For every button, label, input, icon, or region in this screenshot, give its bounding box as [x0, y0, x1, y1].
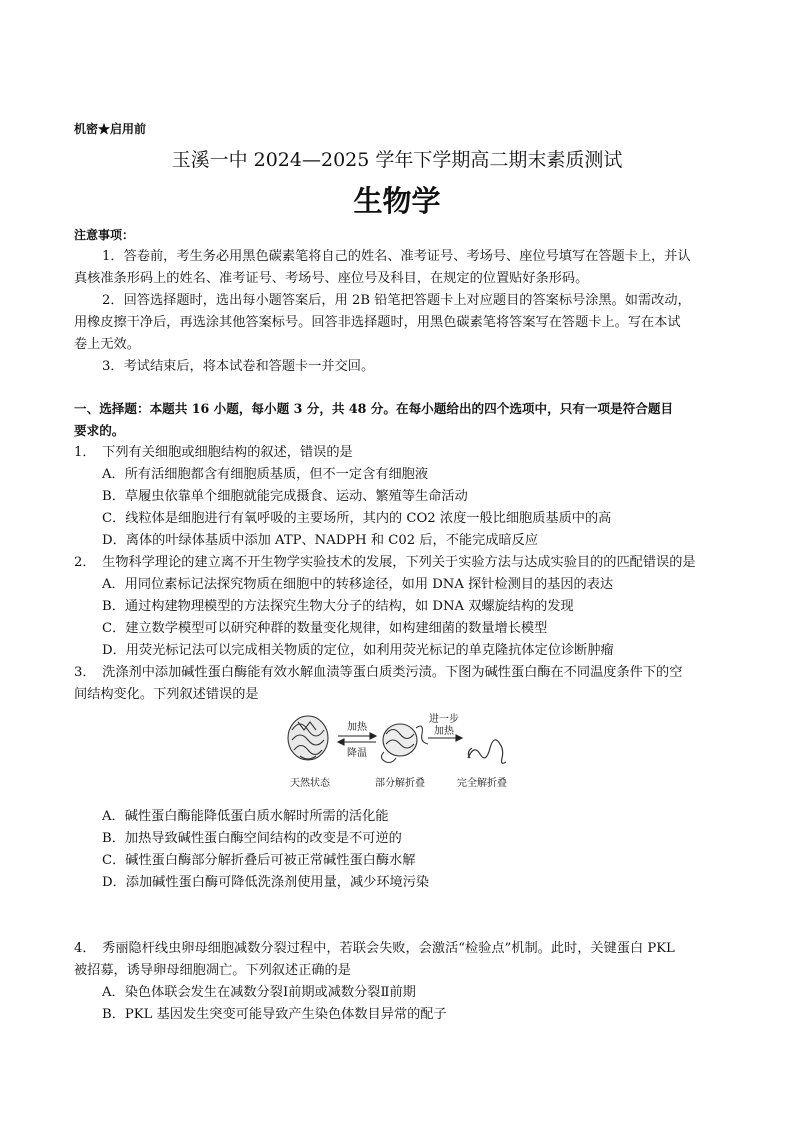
question-stem: 2． 生物科学理论的建立离不开生物学实验技术的发展，下列关于实验方法与达成实验目的的匹配错误的是: [74, 555, 696, 570]
question-option: B．草履虫依靠单个细胞就能完成摄食、运动、繁殖等生命活动: [102, 489, 468, 504]
question-option: D．添加碱性蛋白酶可降低洗涤剂使用量，减少环境污染: [102, 875, 430, 890]
full-unfold-label: 完全解折叠: [457, 778, 507, 789]
arrow1-bottom-label: 降温: [347, 748, 367, 759]
native-state-label: 天然状态: [290, 778, 330, 789]
question-option: A．碱性蛋白酶能降低蛋白质水解时所需的活化能: [102, 809, 389, 824]
question-option: D．用荧光标记法可以完成相关物质的定位，如利用荧光标记的单克隆抗体定位诊断肿瘤: [102, 643, 614, 658]
question-stem: 被招募，诱导卵母细胞凋亡。下列叙述正确的是: [74, 963, 351, 978]
question-option: B．PKL 基因发生突变可能导致产生染色体数目异常的配子: [102, 1007, 447, 1022]
question-option: D．离体的叶绿体基质中添加 ATP、NADPH 和 C02 后，不能完成暗反应: [102, 533, 539, 548]
arrow2-top-label: 进一步: [429, 714, 459, 725]
notice-line: 2．回答选择题时，选出每小题答案后，用 2B 铅笔把答题卡上对应题目的答案标号涂黑。如需改动，: [102, 293, 691, 308]
question-option: C．碱性蛋白酶部分解折叠后可被正常碱性蛋白酶水解: [102, 853, 416, 868]
heat-cool-arrow: [338, 733, 376, 745]
arrow1-top-label: 加热: [347, 722, 367, 733]
question-option: C．线粒体是细胞进行有氧呼吸的主要场所，其内的 CO2 浓度一般比细胞质基质中的高: [102, 511, 612, 526]
school-exam-title: 玉溪一中 2024—2025 学年下学期高二期末素质测试: [171, 149, 623, 171]
native-protein-icon: [288, 716, 328, 760]
fully-unfolded-protein-icon: [468, 740, 506, 764]
notice-line: 卷上无效。: [74, 337, 140, 352]
partially-unfolded-protein-icon: [381, 724, 428, 763]
protein-unfolding-figure: [278, 708, 510, 794]
subject-title: 生物学: [353, 184, 441, 218]
question-option: B．加热导致碱性蛋白酶空间结构的改变是不可逆的: [102, 831, 402, 846]
notice-line: 3．考试结束后，将本试卷和答题卡一并交回。: [102, 359, 375, 374]
question-option: A．用同位素标记法探究物质在细胞中的转移途径，如用 DNA 探针检测目的基因的表达: [102, 577, 614, 592]
question-option: A．所有活细胞都含有细胞质基质，但不一定含有细胞液: [102, 467, 429, 482]
question-stem: 4． 秀丽隐杆线虫卵母细胞减数分裂过程中，若联会失败，会激活“检验点”机制。此时，关键蛋白 PKL: [74, 941, 675, 956]
partial-unfold-label: 部分解折叠: [375, 778, 425, 789]
section-heading: 要求的。: [74, 423, 125, 438]
notice-title: 注意事项：: [74, 228, 135, 242]
question-stem: 3． 洗涤剂中添加碱性蛋白酶能有效水解血渍等蛋白质类污渍。下图为碱性蛋白酶在不同温度条件下的空: [74, 665, 683, 680]
question-stem: 1． 下列有关细胞或细胞结构的叙述，错误的是: [74, 445, 353, 460]
section-heading: 一、选择题：本题共 16 小题，每小题 3 分，共 48 分。在每小题给出的四个选项中，只有一项是符合题目: [74, 401, 674, 416]
notice-line: 1．答卷前，考生务必用黑色碳素笔将自己的姓名、准考证号、考场号、座位号填写在答题卡上，并认: [102, 249, 691, 264]
notice-line: 真核准条形码上的姓名、准考证号、考场号、座位号及科目，在规定的位置贴好条形码。: [74, 271, 589, 286]
confidential-label: 机密★启用前: [74, 122, 147, 136]
question-stem: 间结构变化。下列叙述错误的是: [74, 687, 259, 702]
arrow2-bottom-label: 加热: [434, 726, 454, 737]
question-option: A．染色体联会发生在减数分裂Ⅰ前期或减数分裂Ⅱ前期: [102, 985, 416, 1000]
notice-line: 用橡皮擦干净后，再选涂其他答案标号。回答非选择题时，用黑色碳素笔将答案写在答题卡上。写在本试: [74, 315, 681, 330]
question-option: B．通过构建物理模型的方法探究生物大分子的结构，如 DNA 双螺旋结构的发现: [102, 599, 574, 614]
question-option: C．建立数学模型可以研究种群的数量变化规律，如构建细菌的数量增长模型: [102, 621, 548, 636]
